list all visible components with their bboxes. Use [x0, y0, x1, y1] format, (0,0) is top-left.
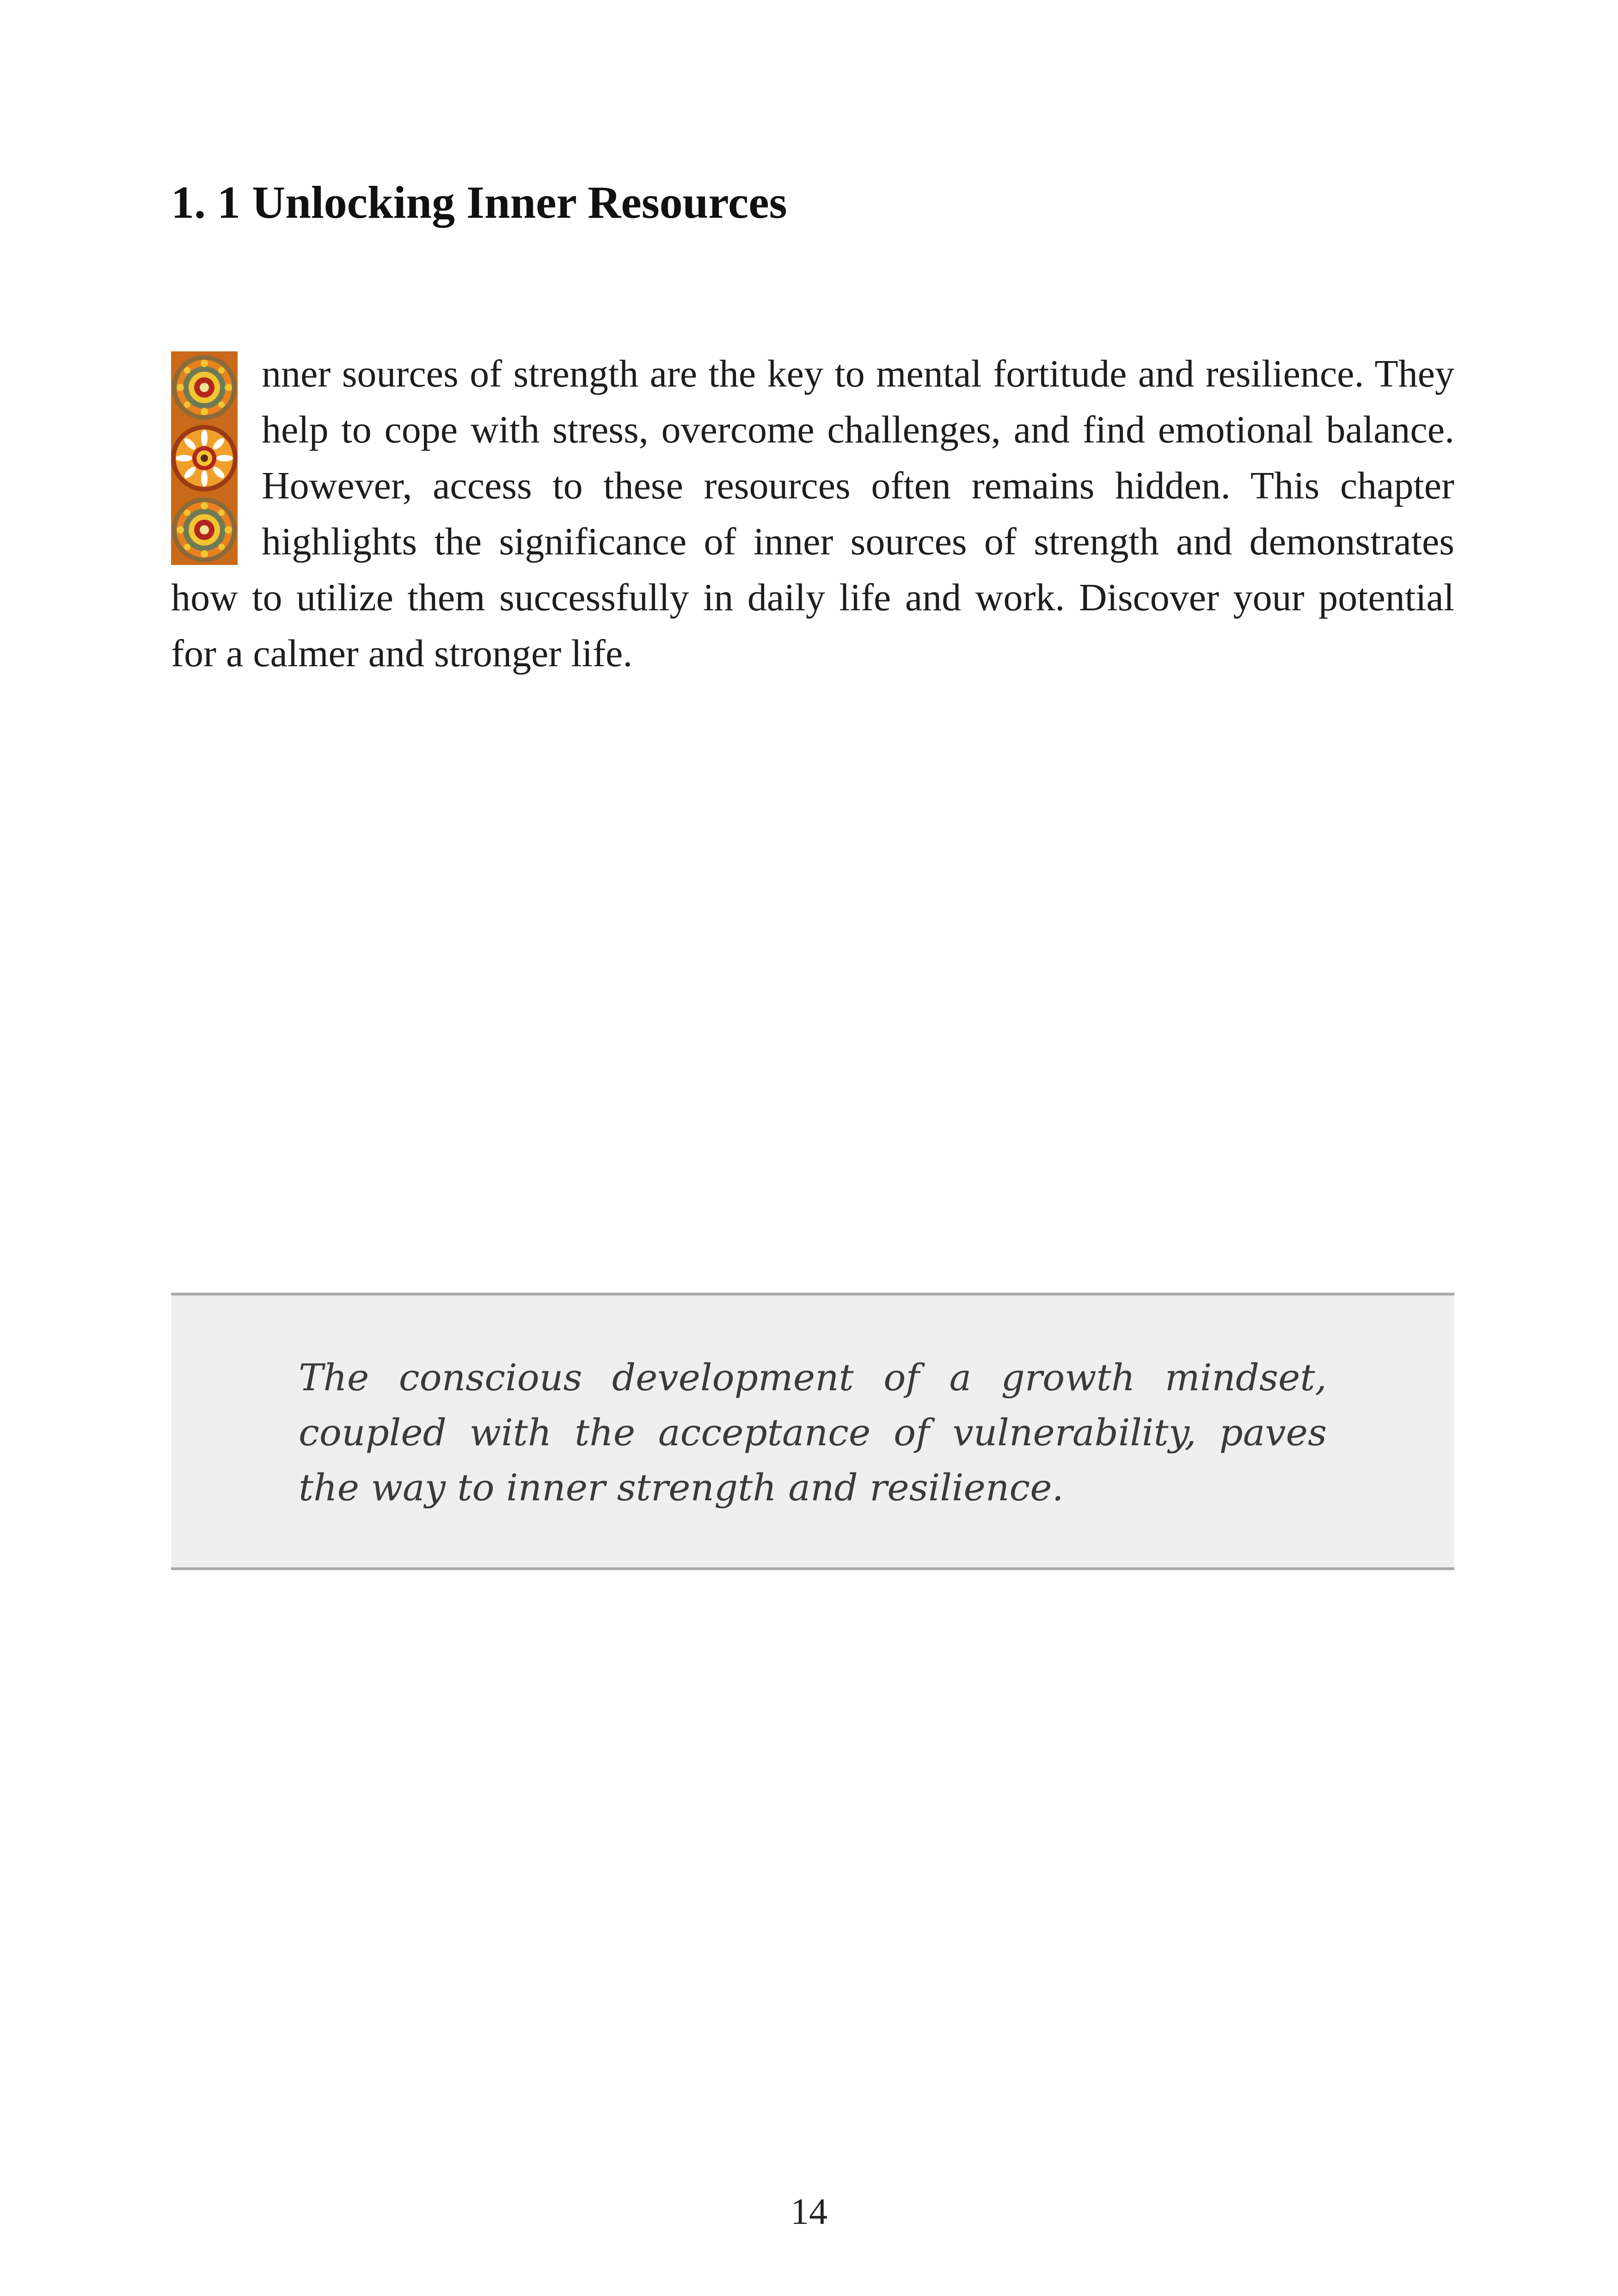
section-heading: 1. 1 Unlocking Inner Resources [171, 177, 787, 228]
drop-cap-ornament-icon [171, 351, 238, 565]
page-number: 14 [791, 2192, 827, 2232]
callout-quote-text: The conscious development of a growth mindset, coupled with the acceptance of vulnerability, paves the way to inner strength and resilience. [299, 1356, 1327, 1509]
callout-quote-box [171, 1293, 1454, 1570]
intro-text-block [171, 346, 1454, 681]
intro-paragraph: nner sources of strength are the key to mental fortitude and resilience. They help to cope with stress, overcome challenges, and find emotional balance. However, access to these resources often remains hidden. This chapter highlights the significance of inner sources of strength and demonstrates how to utilize them successfully in daily life and work. Discover your potential for a calmer and stronger life. [171, 352, 1454, 675]
